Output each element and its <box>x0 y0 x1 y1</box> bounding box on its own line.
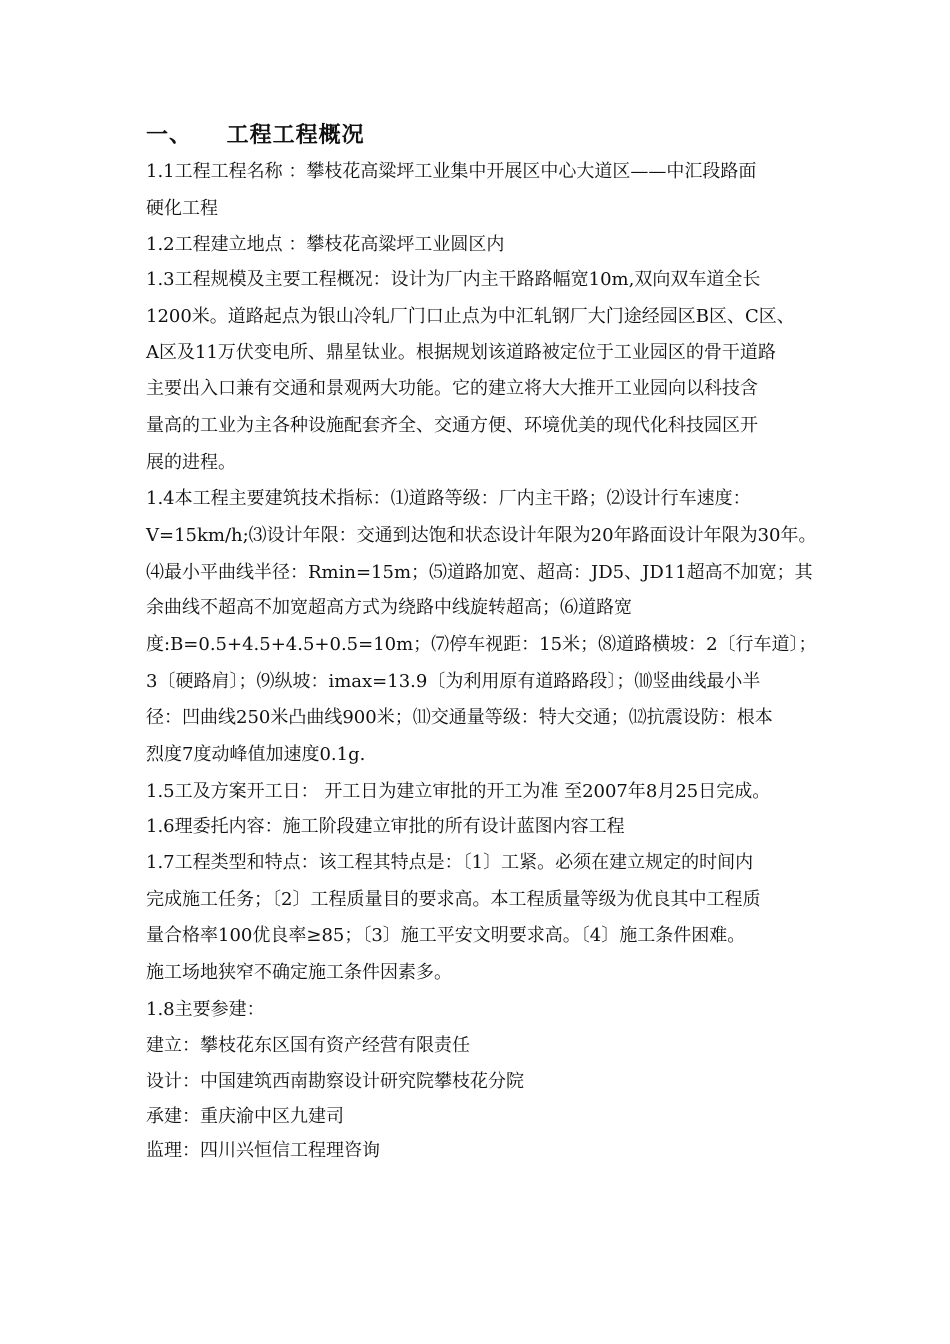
text-line: 3〔硬路肩〕；⑼纵坡：imax=13.9〔为利用原有道路路段〕；⑽竖曲线最小半 <box>146 671 761 692</box>
text-line: 硬化工程 <box>146 198 218 219</box>
section-heading: 一、 工程工程概况 <box>146 122 365 148</box>
text-line: 1.4本工程主要建筑技术指标：⑴道路等级：厂内主干路；⑵设计行车速度： <box>146 488 751 509</box>
text-line: 度:B=0.5+4.5+4.5+0.5=10m；⑺停车视距：15米；⑻道路横坡：2〔行车道〕； <box>146 634 817 655</box>
text-line: 施工场地狭窄不确定施工条件因素多。 <box>146 962 452 983</box>
text-line: 1.7工程类型和特点：该工程其特点是：〔1〕工紧。必须在建立规定的时间内 <box>146 852 754 873</box>
text-line: 1200米。道路起点为银山冷轧厂门口止点为中汇轧钢厂大门途经园区B区、C区、 <box>146 306 795 327</box>
text-line: 1.2工程建立地点 ：攀枝花高粱坪工业圆区内 <box>146 234 505 255</box>
text-line: 主要出入口兼有交通和景观两大功能。它的建立将大大推开工业园向以科技含 <box>146 378 758 399</box>
text-line: 承建：重庆渝中区九建司 <box>146 1106 344 1127</box>
text-line: 烈度7度动峰值加速度0.1g. <box>146 744 366 765</box>
text-line: 1.5工及方案开工日： 开工日为建立审批的开工为准 至2007年8月25日完成。 <box>146 781 771 802</box>
text-line: V=15km/h;⑶设计年限：交通到达饱和状态设计年限为20年路面设计年限为30年。 <box>146 525 817 546</box>
text-line: 1.1工程工程名称 ：攀枝花高粱坪工业集中开展区中心大道区——中汇段路面 <box>146 161 757 182</box>
text-line: 1.8主要参建： <box>146 999 265 1020</box>
text-line: 径：凹曲线250米凸曲线900米；⑾交通量等级：特大交通；⑿抗震设防：根本 <box>146 707 773 728</box>
text-line: 设计：中国建筑西南勘察设计研究院攀枝花分院 <box>146 1071 524 1092</box>
text-line: 余曲线不超高不加宽超高方式为绕路中线旋转超高；⑹道路宽 <box>146 597 632 618</box>
text-line: 完成施工任务；〔2〕工程质量目的要求高。本工程质量等级为优良其中工程质 <box>146 889 761 910</box>
text-line: 1.3工程规模及主要工程概况：设计为厂内主干路路幅宽10m,双向双车道全长 <box>146 269 761 290</box>
text-line: A区及11万伏变电所、鼎星钛业。根据规划该道路被定位于工业园区的骨干道路 <box>146 342 776 363</box>
text-line: 1.6理委托内容：施工阶段建立审批的所有设计蓝图内容工程 <box>146 816 625 837</box>
text-line: ⑷最小平曲线半径：Rmin=15m；⑸道路加宽、超高：JD5、JD11超高不加宽；其 <box>146 562 813 583</box>
text-line: 建立：攀枝花东区国有资产经营有限责任 <box>146 1035 470 1056</box>
text-line: 监理：四川兴恒信工程理咨询 <box>146 1140 380 1161</box>
text-line: 量高的工业为主各种设施配套齐全、交通方便、环境优美的现代化科技园区开 <box>146 415 758 436</box>
text-line: 量合格率100优良率≥85；〔3〕施工平安文明要求高。〔4〕施工条件困难。 <box>146 925 746 946</box>
text-line: 展的进程。 <box>146 452 236 473</box>
